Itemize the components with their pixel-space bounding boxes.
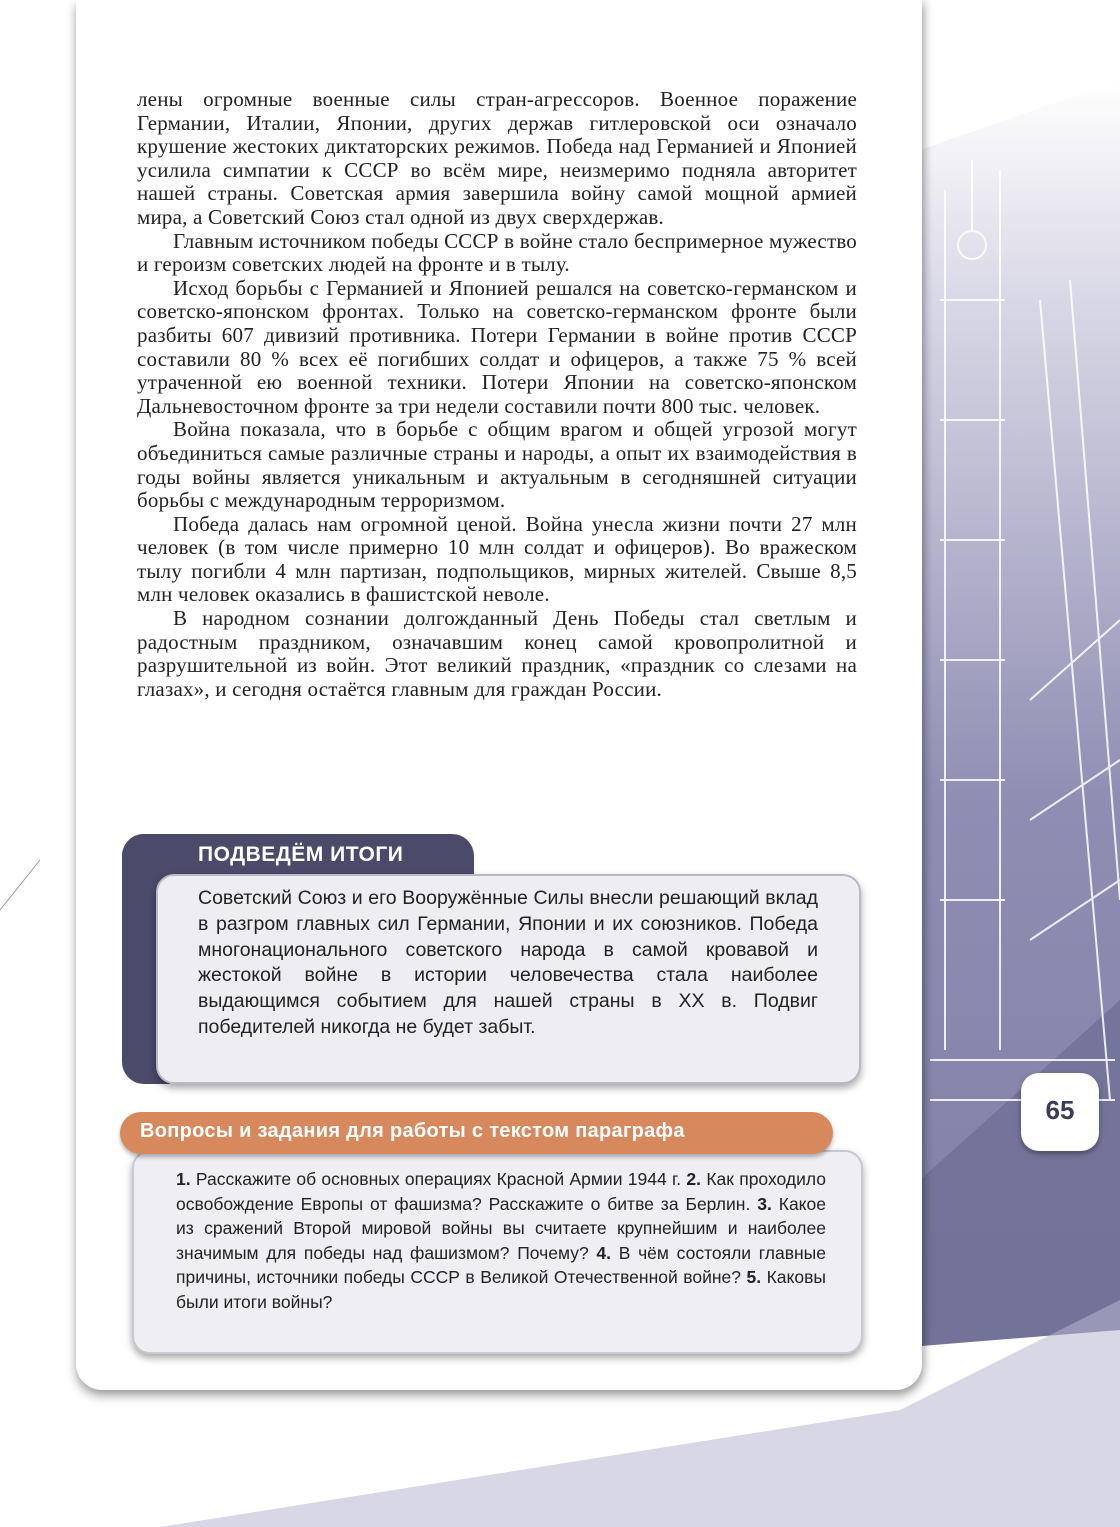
question-number: 4. bbox=[596, 1242, 611, 1263]
question-text: В чём состояли главные причины, источники победы СССР в Великой Отечественной войне? bbox=[176, 1242, 826, 1287]
question-text: Какое из сражений Второй мировой войны вы считаете крупнейшим и наиболее значимым для победы над фашизмом? Почему? bbox=[176, 1193, 826, 1263]
questions-title: Вопросы и задания для работы с текстом параграфа bbox=[140, 1120, 685, 1142]
paragraph: лены огромные военные силы стран-агрессоров. Военное поражение Германии, Италии, Японии, других держав гитлеровской оси означало крушение жестоких диктаторских режимов. Победа над Германией и Японией усилила симпатии к СССР во всём мире, неизмеримо подняла авторитет нашей страны. Советская армия завершила войну самой мощной армией мира, а Советский Союз стал одной из двух сверхдержав. bbox=[137, 87, 857, 229]
question-number: 2. bbox=[686, 1169, 702, 1189]
page-number: 65 bbox=[1045, 1095, 1075, 1125]
paragraph: Исход борьбы с Германией и Японией решался на советско-германском и советско-японском фронтах. Только на советско-германском фронте были разбиты 607 дивизий противника. Потери Германии в войне против СССР составили 80 % всех её погибших солдат и офицеров, а также 75 % всей утраченной ею военной техники. Потери Японии на советско-японском Дальневосточном фронте за три недели составили почти 800 тыс. человек. bbox=[137, 275, 857, 418]
main-text bbox=[137, 88, 857, 701]
paragraph: Война показала, что в борьбе с общим врагом и общей угрозой могут объединиться самые различные страны и народы, а опыт их взаимодействия в годы войны является уникальным и актуальным в сегодняшней ситуации борьбы с международным терроризмом. bbox=[137, 417, 857, 513]
question-text: Каковы были итоги войны? bbox=[176, 1267, 826, 1312]
question-number: 3. bbox=[757, 1193, 772, 1214]
paragraph: Победа далась нам огромной ценой. Война унесла жизни почти 27 млн человек (в том числе примерно 10 млн солдат и офицеров). Во вражеском тылу погибли 4 млн партизан, подпольщиков, мирных жителей. Свыше 8,5 млн человек оказались в фашистской неволе. bbox=[137, 511, 857, 607]
questions-list bbox=[176, 1167, 826, 1314]
question-text: Расскажите об основных операциях Красной Армии 1944 г. bbox=[195, 1169, 682, 1189]
summary-title: ПОДВЕДЁМ ИТОГИ bbox=[198, 843, 404, 866]
summary-text: Советский Союз и его Вооружённые Силы внесли решающий вклад в разгром главных сил Германии, Японии и их союзников. Победа многонационального советского народа в самой кровавой и жестокой войне в истории человечества стала наиболее выдающимся событием для нашей страны в XX в. Подвиг победителей никогда не будет забыт. bbox=[198, 887, 818, 1038]
question-text: Как проходило освобождение Европы от фашизма? Расскажите о битве за Берлин. bbox=[176, 1169, 826, 1214]
question-number: 5. bbox=[746, 1267, 762, 1287]
paragraph: В народном сознании долгожданный День Победы стал светлым и радостным праздником, означавшим конец самой кровопролитной и разрушительной из войн. Этот великий праздник, «праздник со слезами на глазах», и сегодня остаётся главным для граждан России. bbox=[137, 606, 857, 701]
paragraph: Главным источником победы СССР в войне стало беспримерное мужество и героизм советских людей на фронте и в тылу. bbox=[137, 228, 857, 277]
question-number: 1. bbox=[176, 1169, 191, 1189]
